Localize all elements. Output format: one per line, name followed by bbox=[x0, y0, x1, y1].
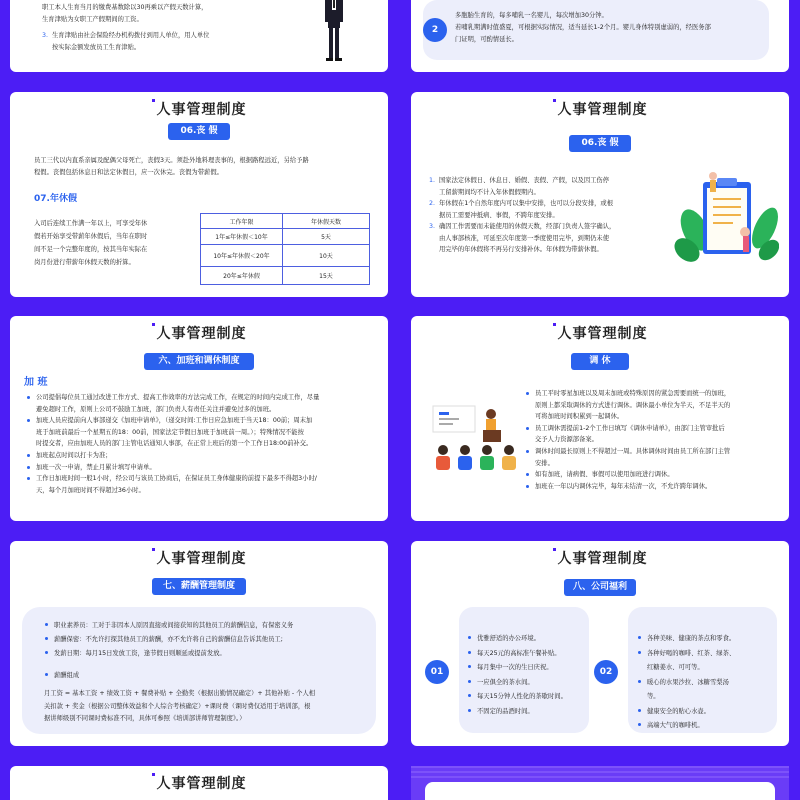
text-line: 工留薪期间均不计入年休假假期内。 bbox=[439, 188, 540, 196]
slide-panel-annual-rules bbox=[411, 92, 789, 297]
text-line: 生育津贴为女职工产假期间的工资。 bbox=[42, 16, 143, 23]
nursing-text bbox=[455, 10, 765, 46]
list-item: 员工调休需提前1-2个工作日填写《调休申请单》，由部门主管审批后 交予人力资源部备案。 bbox=[525, 423, 787, 446]
text-line: 按实际金额发放员工生育津贴。 bbox=[52, 44, 141, 51]
table-row bbox=[201, 229, 370, 245]
number-badge: 2 bbox=[423, 18, 447, 42]
text-line: 员工三代以内直系亲属及配偶父母死亡，丧假3天。须赴外地料理丧事的，根据路程远近，另给予路 bbox=[34, 157, 309, 164]
list-item: 健康安全的贴心水壶。 bbox=[637, 705, 775, 720]
section-pill: 六、加班和调休制度 bbox=[144, 353, 254, 370]
salary-list bbox=[44, 619, 364, 683]
overtime-list bbox=[26, 392, 382, 496]
text-line: 据员工需要冲抵病、事假，不跨年度安排。 bbox=[439, 211, 559, 219]
meeting-illustration bbox=[429, 402, 521, 476]
table-cell: 15天 bbox=[283, 267, 370, 285]
page-title: 人事管理制度 bbox=[10, 323, 388, 343]
list-item: 高端大气的咖啡机。 bbox=[637, 719, 775, 734]
text-line: 月工资 = 基本工资 + 绩效工资 + 餐费补贴 + 全勤奖（根据出勤情况确定）+ 其他补贴 - 个人相 bbox=[44, 690, 316, 697]
list-item: 一应俱全的茶水间。 bbox=[467, 676, 589, 691]
item-number: 3. bbox=[42, 32, 49, 39]
clipboard-illustration bbox=[673, 168, 779, 268]
table-header: 年休假天数 bbox=[283, 214, 370, 229]
table-header: 工作年限 bbox=[201, 214, 283, 229]
benefits-list-1 bbox=[467, 632, 589, 719]
text-line: 多胞胎生育的，每多哺乳一名婴儿，每次增加30分钟。 bbox=[455, 12, 608, 19]
list-item: 加班人员应提前向人事部递交《加班申请单》，（递交时间:工作日应急加班于当天18：00前；周末加 班于加班前最后一个星期五的18：00前，国家法定节假日加班于加班前一周。）；特殊情况不能按 时提交者，应由加班人员的部门主管电话通知人事部，在正常上班后的第一个工作日18:00前补交。 bbox=[26, 415, 382, 450]
list-item: 加班一次一申请，禁止月累计填写申请单。 bbox=[26, 462, 382, 474]
table-row bbox=[201, 267, 370, 285]
slide-panel-next bbox=[10, 766, 388, 800]
page-title: 人事管理制度 bbox=[10, 548, 388, 568]
section-pill: 调 休 bbox=[571, 353, 629, 370]
item-number: 1. bbox=[429, 177, 436, 184]
item-number: 3. bbox=[429, 223, 436, 230]
text-line: 由人事部核准，可延至次年度第一季度使用完毕，到期仍未使 bbox=[439, 234, 610, 242]
list-item: 暖心的水果沙拉、冰糖雪梨汤 等。 bbox=[637, 676, 775, 705]
annual-leave-heading: 07.年休假 bbox=[34, 194, 77, 204]
text-line: 岗月份进行带薪年休假天数的折算。 bbox=[34, 259, 135, 266]
text-line: 门证明，可酌情延长。 bbox=[455, 36, 518, 43]
annual-rules-text bbox=[429, 175, 679, 256]
text-line: 关扣款 + 奖金（根据公司整体效益和个人综合考核确定）+课时费（课时费仅适用于培训部，根 bbox=[44, 702, 311, 710]
table-cell: 5天 bbox=[283, 229, 370, 245]
number-badge: 01 bbox=[425, 660, 449, 684]
list-item: 各种美味、健康的茶点和零食。 bbox=[637, 632, 775, 647]
table-cell: 1年≤年休假＜10年 bbox=[201, 229, 283, 245]
list-item: 每天15分钟人性化的茶歇时间。 bbox=[467, 690, 589, 705]
section-pill: 八、公司福利 bbox=[564, 579, 636, 596]
list-item: 各种好喝的咖啡、红茶、绿茶、 红糖姜水、可可等。 bbox=[637, 647, 775, 676]
slide-panel-maternity bbox=[10, 0, 388, 72]
list-item: 每天25元的高标准午餐补贴。 bbox=[467, 647, 589, 662]
text-line: 职工本人生育当月的缴费基数除以30再乘以产假天数计算， bbox=[42, 4, 208, 11]
maternity-text bbox=[42, 2, 282, 54]
slide-panel-salary bbox=[10, 541, 388, 746]
list-item: 每月集中一次的生日庆祝。 bbox=[467, 661, 589, 676]
section-pill: 06.丧 假 bbox=[569, 135, 631, 152]
table-cell: 20年≤年休假 bbox=[201, 267, 283, 285]
salary-formula bbox=[44, 688, 374, 726]
list-item: 职业素养员：工对于非因本人原因直接或间接获知的其他员工的薪酬信息，有保密义务 bbox=[44, 619, 364, 633]
section-pill: 七、薪酬管理制度 bbox=[152, 578, 246, 595]
list-item: 不固定的品酒时间。 bbox=[467, 705, 589, 720]
page-title: 人事管理制度 bbox=[411, 323, 789, 343]
list-item: 员工平时零星加班以及周末加班或特殊原因的紧急需要而统一的加班， 原则上都采取调休的方式进行调休。调休最小单位为半天，不足半天的 可将加班时间积累到一起调休。 bbox=[525, 388, 787, 423]
text-line: 据讲师级别不同课时费标准不同，具体可参照《培训部讲师管理制度》。） bbox=[44, 715, 246, 722]
table-row bbox=[201, 245, 370, 267]
overtime-heading: 加 班 bbox=[24, 377, 48, 388]
list-item: 薪酬保密：不允许打探其他员工的薪酬，亦不允许将自己的薪酬信息告诉其他员工; bbox=[44, 633, 364, 647]
slide-panel-overtime bbox=[10, 316, 388, 521]
text-line: 年休假在1个自然年度内可以集中安排，也可以分段安排，或根 bbox=[439, 200, 614, 207]
list-item: 加班在一年以内调休完毕，每年末结清一次，不允许跨年调休。 bbox=[525, 481, 787, 493]
annual-leave-table bbox=[200, 213, 370, 285]
text-line: 若哺乳期满时值盛夏，可根据实际情况，适当延长1-2个月。婴儿身体特别虚弱的，经医务部 bbox=[455, 24, 711, 31]
table-cell: 10天 bbox=[283, 245, 370, 267]
table-cell: 10年≤年休假＜20年 bbox=[201, 245, 283, 267]
businessman-illustration bbox=[318, 0, 348, 65]
text-line: 生育津贴由社会保险经办机构拨付到用人单位，用人单位 bbox=[52, 32, 210, 39]
list-item: 优雅舒适的办公环境。 bbox=[467, 632, 589, 647]
slide-panel-ending bbox=[411, 766, 789, 800]
text-line: 确因工作需要而未能使用的休假天数，经部门负责人签字确认， bbox=[439, 223, 616, 230]
list-item: 公司提倡每位员工通过改进工作方式、提高工作效率的方法完成工作，在规定的时间内完成工作，尽量 避免超时工作，原则上公司不鼓励工加班，部门负责人有责任关注并避免过多的加班。 bbox=[26, 392, 382, 415]
list-item: 调休时间最长原则上不得超过一周。具体调休时间由员工所在部门主管 安排。 bbox=[525, 446, 787, 469]
annual-leave-text bbox=[34, 217, 199, 269]
text-line: 假若开始享受带薪年休假后，当年在职时 bbox=[34, 233, 148, 240]
list-item: 薪酬组成 bbox=[44, 669, 364, 683]
text-line: 程假。丧假包括休息日和法定休假日，应一次休完。丧假为带薪假。 bbox=[34, 169, 223, 176]
slide-panel-bereavement-annual bbox=[10, 92, 388, 297]
page-title: 人事管理制度 bbox=[10, 99, 388, 119]
list-item: 发薪日期：每月15日发放工资，逢节假日则顺延或提前发放。 bbox=[44, 647, 364, 661]
list-item: 如有加班，请病假、事假可以使用加班进行调休。 bbox=[525, 469, 787, 481]
text-line: 间不足一个完整年度的，按其当年实际在 bbox=[34, 246, 148, 253]
benefits-list-2 bbox=[637, 632, 775, 734]
text-line: 用完毕的年休假将不再另行安排补休。年休假为带薪休假。 bbox=[439, 246, 603, 253]
slide-panel-benefits bbox=[411, 541, 789, 746]
page-title: 人事管理制度 bbox=[411, 548, 789, 568]
item-number: 2. bbox=[429, 200, 436, 207]
text-line: 国家法定休假日、休息日、婚假、丧假、产假，以及因工伤停 bbox=[439, 177, 610, 184]
slide-panel-compensatory-leave bbox=[411, 316, 789, 521]
slide-panel-nursing bbox=[411, 0, 789, 72]
number-badge: 02 bbox=[594, 660, 618, 684]
compensatory-list bbox=[525, 388, 787, 492]
page-title: 人事管理制度 bbox=[411, 99, 789, 119]
bereavement-text bbox=[34, 155, 374, 179]
section-pill: 06.丧 假 bbox=[168, 123, 230, 140]
table-header-row bbox=[201, 214, 370, 229]
text-line: 入司后连续工作满一年以上，可享受年休 bbox=[34, 220, 148, 227]
list-item: 加班起点时间以打卡为准； bbox=[26, 450, 382, 462]
ending-card bbox=[425, 782, 775, 800]
page-title: 人事管理制度 bbox=[10, 773, 388, 793]
list-item: 工作日加班时间一般1小时，经公司与该员工协商后，在保证员工身体健康的前提下最多不得超3小时/ 天，每个月加班时间不得超过36小时。 bbox=[26, 473, 382, 496]
